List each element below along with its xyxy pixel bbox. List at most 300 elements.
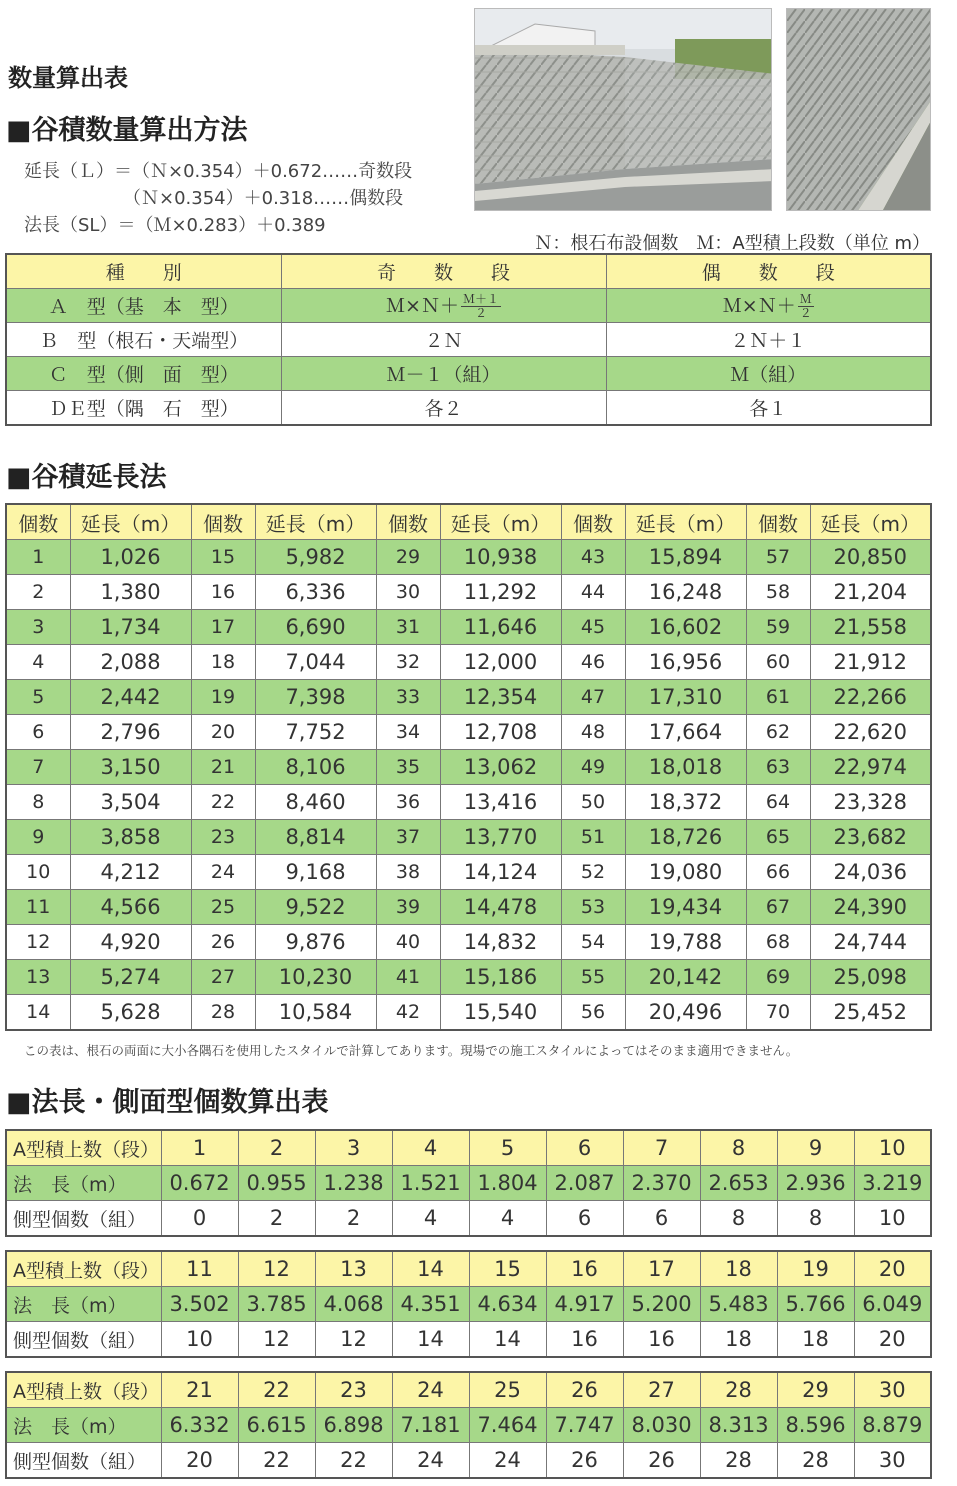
- method-row-b: [6, 323, 931, 357]
- odd-a-fraction: [461, 293, 501, 320]
- slope-cell: 0.672: [161, 1166, 238, 1201]
- method-row-a: [6, 289, 931, 323]
- length-cell: 18,372: [625, 785, 746, 820]
- section-title-method: ■谷積数量算出方法: [6, 115, 248, 146]
- header-length: 延長（m）: [70, 504, 191, 540]
- steps-cell: 5: [469, 1130, 546, 1166]
- length-cell: 3,150: [70, 750, 191, 785]
- steps-cell: 4: [392, 1130, 469, 1166]
- length-cell: 24,744: [810, 925, 931, 960]
- steps-row: [6, 1372, 931, 1408]
- side-cell: 18: [700, 1322, 777, 1358]
- count-cell: 16: [191, 575, 255, 610]
- side-cell: 0: [161, 1201, 238, 1237]
- even-a-fraction: [798, 293, 814, 320]
- slope-length-row: [6, 1408, 931, 1443]
- length-cell: 17,664: [625, 715, 746, 750]
- steps-cell: 8: [700, 1130, 777, 1166]
- length-cell: 13,062: [440, 750, 561, 785]
- length-cell: 20,850: [810, 540, 931, 575]
- steps-cell: 29: [777, 1372, 854, 1408]
- length-cell: 16,248: [625, 575, 746, 610]
- count-cell: 19: [191, 680, 255, 715]
- header-count: 個数: [561, 504, 625, 540]
- steps-cell: 1: [161, 1130, 238, 1166]
- header-length: 延長（m）: [440, 504, 561, 540]
- header-length: 延長（m）: [810, 504, 931, 540]
- length-cell: 25,098: [810, 960, 931, 995]
- count-cell: 57: [746, 540, 810, 575]
- method-row-de: [6, 391, 931, 426]
- table-row: [6, 750, 931, 785]
- length-cell: 4,566: [70, 890, 191, 925]
- even-a: [606, 289, 931, 323]
- steps-cell: 27: [623, 1372, 700, 1408]
- count-cell: 62: [746, 715, 810, 750]
- count-cell: 40: [376, 925, 440, 960]
- count-cell: 9: [6, 820, 70, 855]
- slope-cell: 5.200: [623, 1287, 700, 1322]
- count-cell: 34: [376, 715, 440, 750]
- count-cell: 35: [376, 750, 440, 785]
- type-b: Ｂ 型（根石・天端型）: [6, 323, 281, 357]
- slope-cell: 4.068: [315, 1287, 392, 1322]
- table-row: [6, 540, 931, 575]
- length-cell: 1,734: [70, 610, 191, 645]
- method-table: [5, 253, 932, 426]
- slope-cell: 5.483: [700, 1287, 777, 1322]
- slope-cell: 1.804: [469, 1166, 546, 1201]
- count-cell: 12: [6, 925, 70, 960]
- length-cell: 2,088: [70, 645, 191, 680]
- length-cell: 11,646: [440, 610, 561, 645]
- count-cell: 63: [746, 750, 810, 785]
- count-cell: 51: [561, 820, 625, 855]
- count-cell: 39: [376, 890, 440, 925]
- table-row: [6, 925, 931, 960]
- side-cell: 24: [469, 1443, 546, 1479]
- slope-cell: 7.464: [469, 1408, 546, 1443]
- count-cell: 11: [6, 890, 70, 925]
- length-cell: 2,796: [70, 715, 191, 750]
- count-cell: 31: [376, 610, 440, 645]
- count-cell: 5: [6, 680, 70, 715]
- length-cell: 9,522: [255, 890, 376, 925]
- slope-length-row: [6, 1166, 931, 1201]
- length-cell: 7,752: [255, 715, 376, 750]
- side-cell: 26: [546, 1443, 623, 1479]
- slope-cell: 6.615: [238, 1408, 315, 1443]
- steps-cell: 22: [238, 1372, 315, 1408]
- wall-photo-1: [474, 8, 772, 211]
- odd-de: 各２: [281, 391, 606, 426]
- steps-cell: 13: [315, 1251, 392, 1287]
- side-cell: 18: [777, 1322, 854, 1358]
- header-length: 延長（m）: [255, 504, 376, 540]
- odd-a-num: Ｍ＋１: [462, 292, 499, 306]
- length-cell: 8,460: [255, 785, 376, 820]
- count-cell: 60: [746, 645, 810, 680]
- side-cell: 12: [315, 1322, 392, 1358]
- table-row: [6, 680, 931, 715]
- header-odd: 奇 数 段: [281, 254, 606, 289]
- even-b: ２Ｎ＋１: [606, 323, 931, 357]
- length-cell: 1,380: [70, 575, 191, 610]
- count-cell: 21: [191, 750, 255, 785]
- length-cell: 5,274: [70, 960, 191, 995]
- odd-a-den: ２: [474, 306, 487, 320]
- slope-cell: 8.030: [623, 1408, 700, 1443]
- side-cell: 28: [777, 1443, 854, 1479]
- count-cell: 4: [6, 645, 70, 680]
- length-cell: 21,204: [810, 575, 931, 610]
- length-cell: 10,230: [255, 960, 376, 995]
- count-cell: 3: [6, 610, 70, 645]
- length-cell: 6,336: [255, 575, 376, 610]
- slope-cell: 2.936: [777, 1166, 854, 1201]
- count-cell: 2: [6, 575, 70, 610]
- count-cell: 48: [561, 715, 625, 750]
- count-cell: 37: [376, 820, 440, 855]
- count-cell: 14: [6, 995, 70, 1031]
- odd-b: ２Ｎ: [281, 323, 606, 357]
- count-cell: 54: [561, 925, 625, 960]
- length-cell: 12,708: [440, 715, 561, 750]
- side-cell: 8: [777, 1201, 854, 1237]
- side-cell: 6: [623, 1201, 700, 1237]
- length-cell: 13,770: [440, 820, 561, 855]
- slope-length-row-label: 法 長（m）: [6, 1287, 161, 1322]
- length-cell: 23,328: [810, 785, 931, 820]
- formula-line-1: 延長（Ｌ）＝（Ｎ×0.354）＋0.672……奇数段: [24, 161, 413, 182]
- steps-cell: 20: [854, 1251, 931, 1287]
- length-cell: 11,292: [440, 575, 561, 610]
- length-cell: 21,912: [810, 645, 931, 680]
- length-cell: 18,726: [625, 820, 746, 855]
- steps-cell: 19: [777, 1251, 854, 1287]
- side-cell: 2: [238, 1201, 315, 1237]
- length-cell: 22,620: [810, 715, 931, 750]
- length-cell: 14,124: [440, 855, 561, 890]
- side-cell: 14: [469, 1322, 546, 1358]
- formula-line-3: 法長（SL）＝（Ｍ×0.283）＋0.389: [24, 215, 326, 236]
- length-cell: 9,168: [255, 855, 376, 890]
- count-cell: 50: [561, 785, 625, 820]
- steps-cell: 16: [546, 1251, 623, 1287]
- count-cell: 56: [561, 995, 625, 1031]
- length-cell: 16,956: [625, 645, 746, 680]
- steps-cell: 11: [161, 1251, 238, 1287]
- count-cell: 41: [376, 960, 440, 995]
- count-cell: 25: [191, 890, 255, 925]
- count-cell: 49: [561, 750, 625, 785]
- count-cell: 23: [191, 820, 255, 855]
- even-c: Ｍ（組）: [606, 357, 931, 391]
- length-cell: 19,788: [625, 925, 746, 960]
- slope-length-row-label: 法 長（m）: [6, 1408, 161, 1443]
- length-cell: 19,080: [625, 855, 746, 890]
- count-cell: 36: [376, 785, 440, 820]
- count-cell: 68: [746, 925, 810, 960]
- length-cell: 5,628: [70, 995, 191, 1031]
- side-count-row: [6, 1443, 931, 1479]
- steps-cell: 18: [700, 1251, 777, 1287]
- side-cell: 2: [315, 1201, 392, 1237]
- odd-c: Ｍ－１（組）: [281, 357, 606, 391]
- steps-cell: 21: [161, 1372, 238, 1408]
- slope-length-row-label: 法 長（m）: [6, 1166, 161, 1201]
- steps-row-label: A型積上数（段）: [6, 1372, 161, 1408]
- slope-cell: 6.898: [315, 1408, 392, 1443]
- steps-cell: 9: [777, 1130, 854, 1166]
- slope-table: [5, 1129, 932, 1237]
- slope-cell: 6.049: [854, 1287, 931, 1322]
- slope-cell: 5.766: [777, 1287, 854, 1322]
- length-cell: 4,920: [70, 925, 191, 960]
- count-cell: 38: [376, 855, 440, 890]
- steps-cell: 10: [854, 1130, 931, 1166]
- steps-cell: 3: [315, 1130, 392, 1166]
- count-cell: 28: [191, 995, 255, 1031]
- length-footnote: この表は、根石の両面に大小各隅石を使用したスタイルで計算してあります。現場での施工スタイルによってはそのまま適用できません。: [24, 1043, 799, 1058]
- side-count-row-label: 側型個数（組）: [6, 1201, 161, 1237]
- count-cell: 53: [561, 890, 625, 925]
- length-cell: 24,036: [810, 855, 931, 890]
- count-cell: 58: [746, 575, 810, 610]
- section-title-length: ■谷積延長法: [6, 462, 167, 493]
- length-cell: 3,504: [70, 785, 191, 820]
- count-cell: 61: [746, 680, 810, 715]
- header-count: 個数: [191, 504, 255, 540]
- length-cell: 12,354: [440, 680, 561, 715]
- length-cell: 25,452: [810, 995, 931, 1031]
- section-title-slope: ■法長・側面型個数算出表: [6, 1087, 329, 1118]
- count-cell: 44: [561, 575, 625, 610]
- length-cell: 20,142: [625, 960, 746, 995]
- even-a-den: ２: [799, 306, 812, 320]
- side-count-row: [6, 1322, 931, 1358]
- length-cell: 9,876: [255, 925, 376, 960]
- count-cell: 59: [746, 610, 810, 645]
- side-cell: 16: [546, 1322, 623, 1358]
- side-cell: 22: [315, 1443, 392, 1479]
- side-cell: 4: [392, 1201, 469, 1237]
- steps-cell: 25: [469, 1372, 546, 1408]
- count-cell: 26: [191, 925, 255, 960]
- table-row: [6, 995, 931, 1031]
- count-cell: 18: [191, 645, 255, 680]
- even-de: 各１: [606, 391, 931, 426]
- length-cell: 22,974: [810, 750, 931, 785]
- side-cell: 24: [392, 1443, 469, 1479]
- count-cell: 30: [376, 575, 440, 610]
- method-table-header: [6, 254, 931, 289]
- side-cell: 12: [238, 1322, 315, 1358]
- header-count: 個数: [376, 504, 440, 540]
- steps-cell: 28: [700, 1372, 777, 1408]
- header-count: 個数: [6, 504, 70, 540]
- slope-cell: 3.219: [854, 1166, 931, 1201]
- count-cell: 13: [6, 960, 70, 995]
- side-cell: 22: [238, 1443, 315, 1479]
- type-c: Ｃ 型（側 面 型）: [6, 357, 281, 391]
- length-cell: 20,496: [625, 995, 746, 1031]
- table-row: [6, 715, 931, 750]
- length-cell: 7,044: [255, 645, 376, 680]
- steps-cell: 17: [623, 1251, 700, 1287]
- table-row: [6, 645, 931, 680]
- side-cell: 30: [854, 1443, 931, 1479]
- side-cell: 28: [700, 1443, 777, 1479]
- count-cell: 15: [191, 540, 255, 575]
- count-cell: 47: [561, 680, 625, 715]
- table-row: [6, 890, 931, 925]
- length-cell: 19,434: [625, 890, 746, 925]
- steps-row-label: A型積上数（段）: [6, 1130, 161, 1166]
- count-cell: 43: [561, 540, 625, 575]
- length-cell: 16,602: [625, 610, 746, 645]
- steps-row: [6, 1130, 931, 1166]
- steps-cell: 23: [315, 1372, 392, 1408]
- side-count-row-label: 側型個数（組）: [6, 1443, 161, 1479]
- count-cell: 17: [191, 610, 255, 645]
- side-count-row-label: 側型個数（組）: [6, 1322, 161, 1358]
- length-cell: 14,478: [440, 890, 561, 925]
- length-cell: 24,390: [810, 890, 931, 925]
- side-cell: 26: [623, 1443, 700, 1479]
- length-cell: 4,212: [70, 855, 191, 890]
- steps-row-label: A型積上数（段）: [6, 1251, 161, 1287]
- slope-cell: 8.596: [777, 1408, 854, 1443]
- length-cell: 17,310: [625, 680, 746, 715]
- wall-photo-2: [786, 8, 931, 211]
- count-cell: 33: [376, 680, 440, 715]
- table-row: [6, 820, 931, 855]
- count-cell: 32: [376, 645, 440, 680]
- formula-line-2: （Ｎ×0.354）＋0.318……偶数段: [24, 188, 404, 209]
- slope-table: [5, 1250, 932, 1358]
- length-cell: 15,894: [625, 540, 746, 575]
- side-cell: 10: [854, 1201, 931, 1237]
- length-cell: 15,186: [440, 960, 561, 995]
- even-a-prefix: Ｍ×Ｎ＋: [722, 295, 796, 317]
- count-cell: 1: [6, 540, 70, 575]
- length-cell: 7,398: [255, 680, 376, 715]
- side-cell: 20: [161, 1443, 238, 1479]
- count-cell: 45: [561, 610, 625, 645]
- steps-cell: 15: [469, 1251, 546, 1287]
- count-cell: 29: [376, 540, 440, 575]
- length-cell: 1,026: [70, 540, 191, 575]
- slope-cell: 6.332: [161, 1408, 238, 1443]
- count-cell: 65: [746, 820, 810, 855]
- slope-cell: 3.785: [238, 1287, 315, 1322]
- slope-cell: 4.917: [546, 1287, 623, 1322]
- even-a-num: Ｍ: [799, 292, 812, 306]
- count-cell: 10: [6, 855, 70, 890]
- length-cell: 23,682: [810, 820, 931, 855]
- count-cell: 55: [561, 960, 625, 995]
- slope-cell: 7.747: [546, 1408, 623, 1443]
- count-cell: 24: [191, 855, 255, 890]
- count-cell: 7: [6, 750, 70, 785]
- header-even: 偶 数 段: [606, 254, 931, 289]
- method-row-c: [6, 357, 931, 391]
- count-cell: 69: [746, 960, 810, 995]
- odd-a: [281, 289, 606, 323]
- length-cell: 5,982: [255, 540, 376, 575]
- count-cell: 20: [191, 715, 255, 750]
- length-cell: 18,018: [625, 750, 746, 785]
- slope-cell: 3.502: [161, 1287, 238, 1322]
- side-cell: 16: [623, 1322, 700, 1358]
- length-cell: 12,000: [440, 645, 561, 680]
- odd-a-prefix: Ｍ×Ｎ＋: [386, 295, 459, 317]
- type-de: ＤＥ型（隅 石 型）: [6, 391, 281, 426]
- count-cell: 46: [561, 645, 625, 680]
- table-row: [6, 785, 931, 820]
- steps-cell: 30: [854, 1372, 931, 1408]
- steps-cell: 14: [392, 1251, 469, 1287]
- length-cell: 13,416: [440, 785, 561, 820]
- length-cell: 10,584: [255, 995, 376, 1031]
- count-cell: 67: [746, 890, 810, 925]
- steps-cell: 26: [546, 1372, 623, 1408]
- steps-cell: 7: [623, 1130, 700, 1166]
- length-cell: 3,858: [70, 820, 191, 855]
- table-row: [6, 575, 931, 610]
- header-type: 種 別: [6, 254, 281, 289]
- count-cell: 52: [561, 855, 625, 890]
- header-length: 延長（m）: [625, 504, 746, 540]
- table-row: [6, 960, 931, 995]
- slope-cell: 1.521: [392, 1166, 469, 1201]
- length-table: [5, 503, 932, 1031]
- length-table-header: [6, 504, 931, 540]
- length-cell: 15,540: [440, 995, 561, 1031]
- side-count-row: [6, 1201, 931, 1237]
- steps-cell: 6: [546, 1130, 623, 1166]
- slope-cell: 4.351: [392, 1287, 469, 1322]
- slope-table: [5, 1371, 932, 1479]
- side-cell: 8: [700, 1201, 777, 1237]
- units-note: Ｎ：根石布設個数 Ｍ：A型積上段数（単位 m）: [534, 233, 930, 254]
- side-cell: 10: [161, 1322, 238, 1358]
- side-cell: 20: [854, 1322, 931, 1358]
- steps-cell: 2: [238, 1130, 315, 1166]
- length-cell: 8,814: [255, 820, 376, 855]
- slope-cell: 7.181: [392, 1408, 469, 1443]
- slope-cell: 8.313: [700, 1408, 777, 1443]
- table-row: [6, 610, 931, 645]
- length-cell: 2,442: [70, 680, 191, 715]
- count-cell: 64: [746, 785, 810, 820]
- count-cell: 27: [191, 960, 255, 995]
- side-cell: 4: [469, 1201, 546, 1237]
- steps-row: [6, 1251, 931, 1287]
- length-cell: 8,106: [255, 750, 376, 785]
- steps-cell: 12: [238, 1251, 315, 1287]
- length-cell: 6,690: [255, 610, 376, 645]
- steps-cell: 24: [392, 1372, 469, 1408]
- length-cell: 21,558: [810, 610, 931, 645]
- header-count: 個数: [746, 504, 810, 540]
- count-cell: 6: [6, 715, 70, 750]
- count-cell: 42: [376, 995, 440, 1031]
- slope-cell: 1.238: [315, 1166, 392, 1201]
- count-cell: 70: [746, 995, 810, 1031]
- slope-length-row: [6, 1287, 931, 1322]
